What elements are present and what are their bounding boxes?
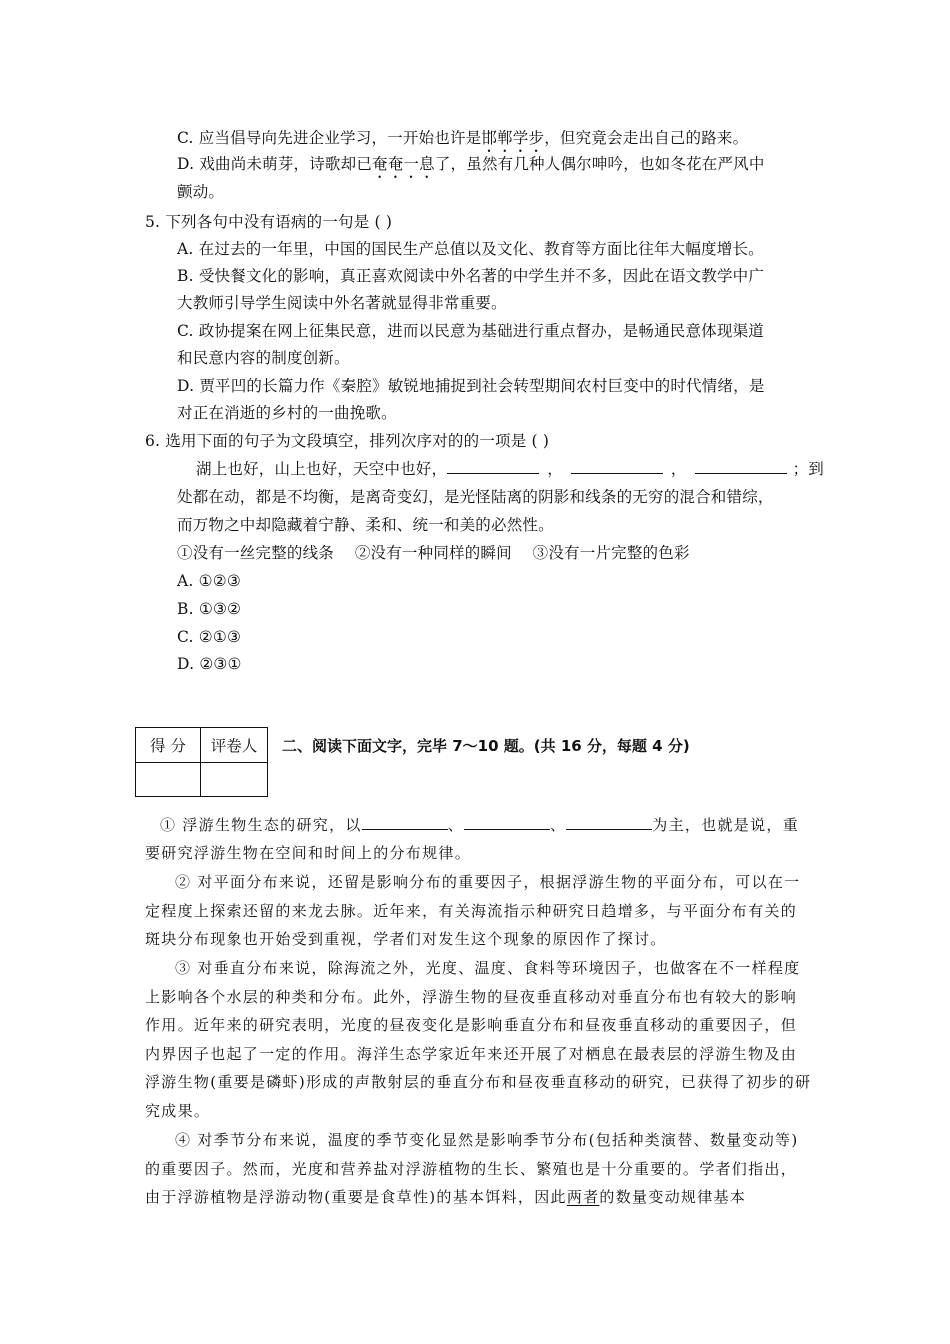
q6-sentence-choices: ①没有一丝完整的线条 ②没有一种同样的瞬间 ③没有一片完整的色彩 — [177, 544, 690, 562]
q6-blank-2[interactable] — [571, 457, 663, 474]
q6-comma-1: ， — [547, 460, 563, 478]
q4-option-d-emphasis: 奄奄一息 — [372, 155, 435, 173]
score-table — [135, 727, 268, 797]
q5-option-d: D. 贾平凹的长篇力作《秦腔》敏锐地捕捉到社会转型期间农村巨变中的时代情绪，是 — [177, 377, 765, 395]
passage-p1-text-end: 为主，也就是说，重 — [652, 816, 799, 834]
q6-passage-text: 湖上也好，山上也好，天空中也好， — [196, 460, 448, 478]
q6-option-b: B. ①③② — [177, 600, 242, 618]
q4-option-d-text-end: 了，虽然有几种人偶尔呻吟，也如冬花在严风中 — [434, 155, 765, 173]
passage-blank-1[interactable] — [362, 813, 448, 830]
passage-sep-1: 、 — [447, 816, 464, 834]
score-header: 得 分 — [136, 728, 201, 763]
q5-option-c: C. 政协提案在网上征集民意，进而以民意为基础进行重点督办，是畅通民意体现渠道 — [177, 322, 764, 340]
passage-p1-cont: 要研究浮游生物在空间和时间上的分布规律。 — [145, 844, 472, 862]
passage-p3: ③ 对垂直分布来说，除海流之外，光度、温度、食料等环境因子，也做客在不一样程度上影响各个水层的种类和分布。此外，浮游生物的昼夜垂直移动对垂直分布也有较大的影响作用。近年来的研究表明，光度的昼夜变化是影响垂直分布和昼夜垂直移动的重要因子，但内界因子也起了一定的作用。海洋生态学家近年来还开展了对栖息在最表层的浮游生物及由浮游生物(重要是磷虾)形成的声散射层的垂直分布和昼夜垂直移动的研究，已获得了初步的研究成果。 — [145, 959, 812, 1120]
q5-option-b: B. 受快餐文化的影响，真正喜欢阅读中外名著的中学生并不多，因此在语文教学中广 — [177, 267, 765, 285]
q6-passage-line2: 处都在动，都是不均衡，是离奇变幻，是光怪陆离的阴影和线条的无穷的混合和错综， — [177, 488, 774, 506]
score-cell[interactable] — [136, 763, 201, 797]
passage-p4-text: ④ 对季节分布来说，温度的季节变化显然是影响季节分布(包括种类演替、数量变动等)的重要因子。然而，光度和营养盐对浮游植物的生长、繁殖也是十分重要的。学者们指出，由于浮游植物是浮游动物(重要是食草性)的基本饵料，因此 — [145, 1131, 799, 1207]
q4-option-c-text-end: ，但究竟会走出自己的路来。 — [544, 129, 749, 147]
grader-header: 评卷人 — [201, 728, 268, 763]
passage-p1-text: ① 浮游生物生态的研究，以 — [160, 816, 362, 834]
passage-p1 — [160, 813, 799, 837]
q6-passage-text-end: ；到 — [792, 460, 825, 478]
passage-p4 — [145, 1126, 813, 1212]
q5-option-a: A. 在过去的一年里，中国的国民生产总值以及文化、教育等方面比往年大幅度增长。 — [177, 240, 764, 258]
q6-stem: 6. 选用下面的句子为文段填空，排列次序对的的一项是 ( ) — [145, 432, 550, 450]
passage-blank-2[interactable] — [464, 813, 550, 830]
q4-option-d-cont: 颤动。 — [177, 183, 225, 201]
q6-blank-3[interactable] — [695, 457, 787, 474]
q6-passage-line1 — [196, 457, 824, 481]
passage-sep-2: 、 — [549, 816, 567, 834]
q6-option-a: A. ①②③ — [177, 572, 241, 590]
q4-option-c-emphasis: 邯郸学步 — [481, 129, 545, 147]
q4-option-d-text: D. 戏曲尚未萌芽，诗歌却已 — [177, 155, 373, 173]
passage-p4-underlined: 两者 — [566, 1188, 600, 1207]
passage-p4-text-end: 的数量变动规律基本 — [599, 1188, 747, 1207]
q5-option-b-cont: 大教师引导学生阅读中外名著就显得非常重要。 — [177, 294, 507, 312]
q4-option-c-text: C. 应当倡导向先进企业学习，一开始也许是 — [177, 129, 482, 147]
section-2-title: 二、阅读下面文字，完毕 7～10 题。(共 16 分，每题 4 分) — [282, 737, 690, 755]
q5-option-c-cont: 和民意内容的制度创新。 — [177, 349, 350, 367]
passage-blank-3[interactable] — [566, 813, 652, 830]
q4-option-d — [177, 152, 765, 182]
q6-comma-2: ， — [670, 460, 687, 478]
q6-option-c: C. ②①③ — [177, 628, 242, 646]
q5-stem: 5. 下列各句中没有语病的一句是 ( ) — [145, 213, 393, 231]
q6-passage-line3: 而万物之中却隐藏着宁静、柔和、统一和美的必然性。 — [177, 516, 554, 534]
q6-option-d: D. ②③① — [177, 655, 242, 673]
q5-option-d-cont: 对正在消逝的乡村的一曲挽歌。 — [177, 404, 397, 422]
grader-cell[interactable] — [201, 763, 268, 797]
q6-blank-1[interactable] — [447, 457, 539, 474]
passage-p2: ② 对平面分布来说，还留是影响分布的重要因子，根据浮游生物的平面分布，可以在一定程度上探索还留的来龙去脉。近年来，有关海流指示种研究日趋增多，与平面分布有关的斑块分布现象也开始受到重视，学者们对发生这个现象的原因作了探讨。 — [145, 873, 801, 949]
